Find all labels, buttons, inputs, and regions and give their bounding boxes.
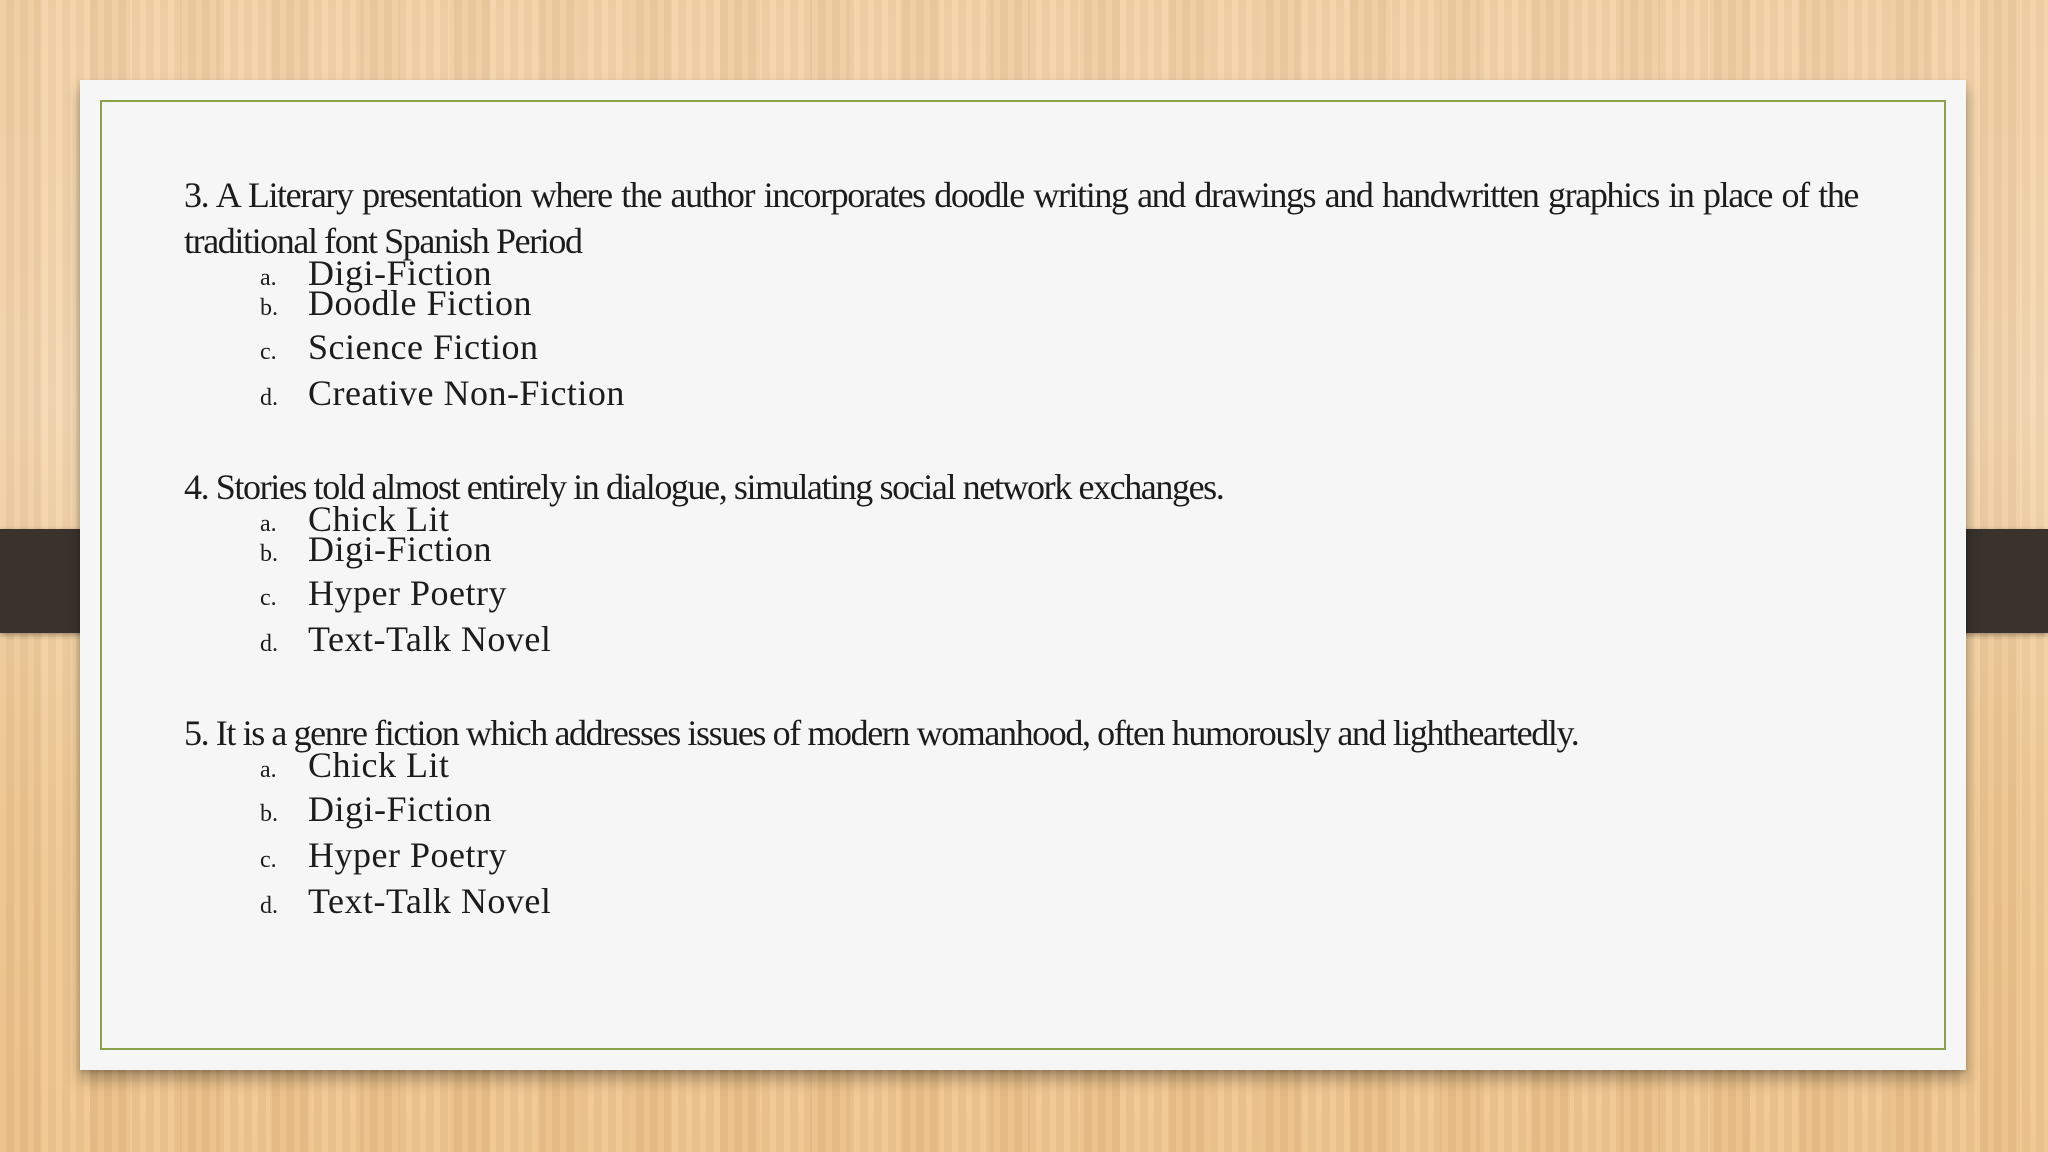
option-text: Hyper Poetry: [308, 573, 507, 613]
option-text: Digi-Fiction: [308, 789, 492, 829]
option-text: Digi-Fiction: [308, 253, 492, 293]
option-letter: a.: [260, 511, 277, 537]
option-letter: d.: [260, 893, 278, 919]
option-letter: c.: [260, 847, 277, 873]
option-text: Doodle Fiction: [308, 283, 532, 323]
option-letter: a.: [260, 265, 277, 291]
option-text: Hyper Poetry: [308, 835, 507, 875]
question-3-option-d[interactable]: [260, 372, 625, 416]
option-letter: c.: [260, 339, 277, 365]
question-4-option-b[interactable]: [260, 528, 492, 572]
option-text: Text-Talk Novel: [308, 619, 552, 659]
option-text: Digi-Fiction: [308, 529, 492, 569]
question-4-option-c[interactable]: [260, 572, 507, 616]
question-3-option-c[interactable]: [260, 326, 538, 370]
question-5-option-b[interactable]: [260, 788, 492, 832]
option-text: Creative Non-Fiction: [308, 373, 625, 413]
option-text: Science Fiction: [308, 327, 539, 367]
option-text: Chick Lit: [308, 499, 450, 539]
option-text: Chick Lit: [308, 745, 450, 785]
option-letter: d.: [260, 631, 278, 657]
option-text: Text-Talk Novel: [308, 881, 552, 921]
question-3-text: 3. A Literary presentation where the author incorporates doodle writing and drawings and handwritten graphics in place of the traditional font Spanish Period: [184, 175, 1858, 261]
option-letter: b.: [260, 801, 278, 827]
question-5-text: 5. It is a genre fiction which addresses issues of modern womanhood, often humorously and lightheartedly.: [184, 713, 1579, 753]
question-4-text: 4. Stories told almost entirely in dialogue, simulating social network exchanges.: [184, 467, 1224, 507]
slide-paper: [80, 80, 1966, 1070]
question-3-option-b[interactable]: [260, 282, 532, 326]
question-5-option-d[interactable]: [260, 880, 551, 924]
question-5-option-c[interactable]: [260, 834, 507, 878]
option-letter: b.: [260, 541, 278, 567]
option-letter: b.: [260, 295, 278, 321]
question-5-option-a[interactable]: [260, 744, 450, 788]
option-letter: c.: [260, 585, 277, 611]
option-letter: d.: [260, 385, 278, 411]
question-4-option-d[interactable]: [260, 618, 551, 662]
option-letter: a.: [260, 757, 277, 783]
